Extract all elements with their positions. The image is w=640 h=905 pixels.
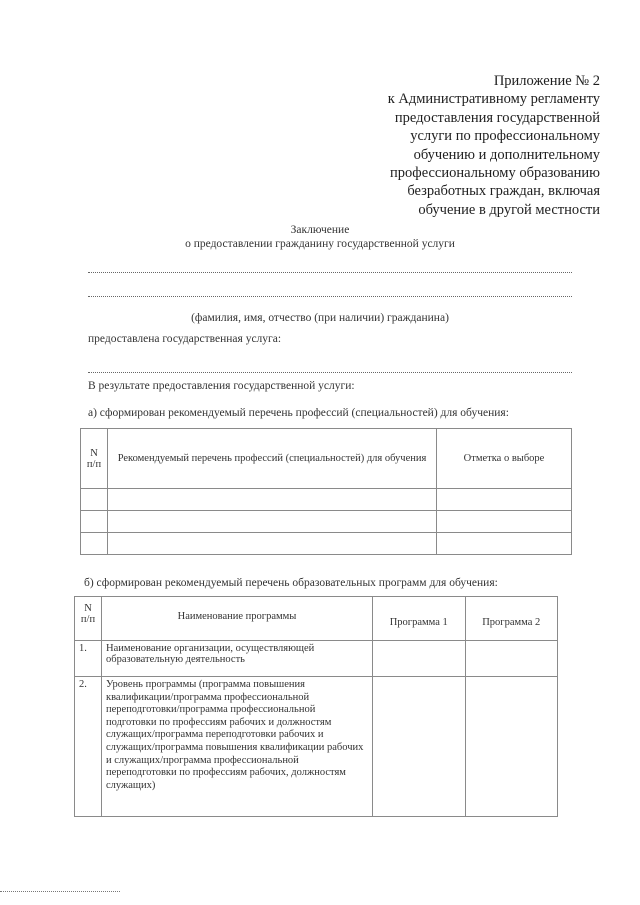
table-header-row: [75, 597, 558, 641]
table-cell: [81, 511, 108, 533]
table-row: [75, 677, 558, 817]
item-b-text: б) сформирован рекомендуемый перечень образовательных программ для обучения:: [84, 577, 498, 589]
table-cell: [373, 641, 466, 677]
appendix-header: [340, 72, 600, 219]
appendix-line: профессиональному образованию: [390, 165, 600, 182]
service-provided-label: предоставлена государственная услуга:: [88, 333, 282, 345]
conclusion-subtitle: о предоставлении гражданину государственной услуги: [185, 238, 455, 250]
table-row: [75, 641, 558, 677]
conclusion-title: Заключение: [290, 224, 350, 236]
table-cell: [81, 533, 108, 555]
item-a-text: а) сформирован рекомендуемый перечень профессий (специальностей) для обучения:: [88, 407, 509, 419]
appendix-line: к Административному регламенту: [387, 91, 600, 108]
fill-line-name-1: [88, 272, 572, 273]
table-cell: [437, 511, 572, 533]
header-num: N п/п: [81, 429, 108, 489]
table-cell: [465, 677, 558, 817]
table-cell: [437, 489, 572, 511]
table-cell: [437, 533, 572, 555]
table-row: [81, 511, 572, 533]
header-program-2: Программа 2: [465, 597, 558, 641]
appendix-line: обучение в другой местности: [418, 201, 600, 218]
appendix-line: Приложение № 2: [493, 73, 600, 89]
table-cell: [108, 489, 437, 511]
fill-line-name-2: [88, 296, 572, 297]
appendix-line: обучению и дополнительному: [413, 146, 600, 163]
name-caption: (фамилия, имя, отчество (при наличии) гражданина): [191, 312, 449, 324]
header-mark: Отметка о выборе: [437, 429, 572, 489]
header-program-name: Наименование программы: [102, 597, 373, 641]
row-text: Наименование организации, осуществляющей образовательную деятельность: [102, 641, 373, 677]
footer-line: [0, 891, 120, 892]
row-num: 1.: [75, 641, 102, 677]
appendix-line: безработных граждан, включая: [407, 183, 600, 200]
table-header-row: [81, 429, 572, 489]
appendix-line: предоставления государственной: [394, 109, 600, 126]
table-cell: [373, 677, 466, 817]
table-cell: [108, 533, 437, 555]
professions-table: [80, 428, 572, 555]
fill-line-service: [88, 372, 572, 373]
header-list: Рекомендуемый перечень профессий (специальностей) для обучения: [108, 429, 437, 489]
table-cell: [81, 489, 108, 511]
appendix-line: услуги по профессиональному: [410, 128, 600, 145]
header-program-1: Программа 1: [373, 597, 466, 641]
result-intro: В результате предоставления государственной услуги:: [88, 380, 355, 392]
programs-table: [74, 596, 558, 817]
row-num: 2.: [75, 677, 102, 817]
row-text: Уровень программы (программа повышения квалификации/программа профессиональной переподготовки/программа профессиональной подготовки по профессиям рабочих и должностям служащих/программа переподготовки рабочих и служащих/программа повышения квалификации рабочих и служащих/программа профессиональной переподготовки по профессиям рабочих, должностям служащих): [102, 677, 373, 817]
header-num: N п/п: [75, 597, 102, 641]
table-row: [81, 489, 572, 511]
table-cell: [465, 641, 558, 677]
table-row: [81, 533, 572, 555]
table-cell: [108, 511, 437, 533]
